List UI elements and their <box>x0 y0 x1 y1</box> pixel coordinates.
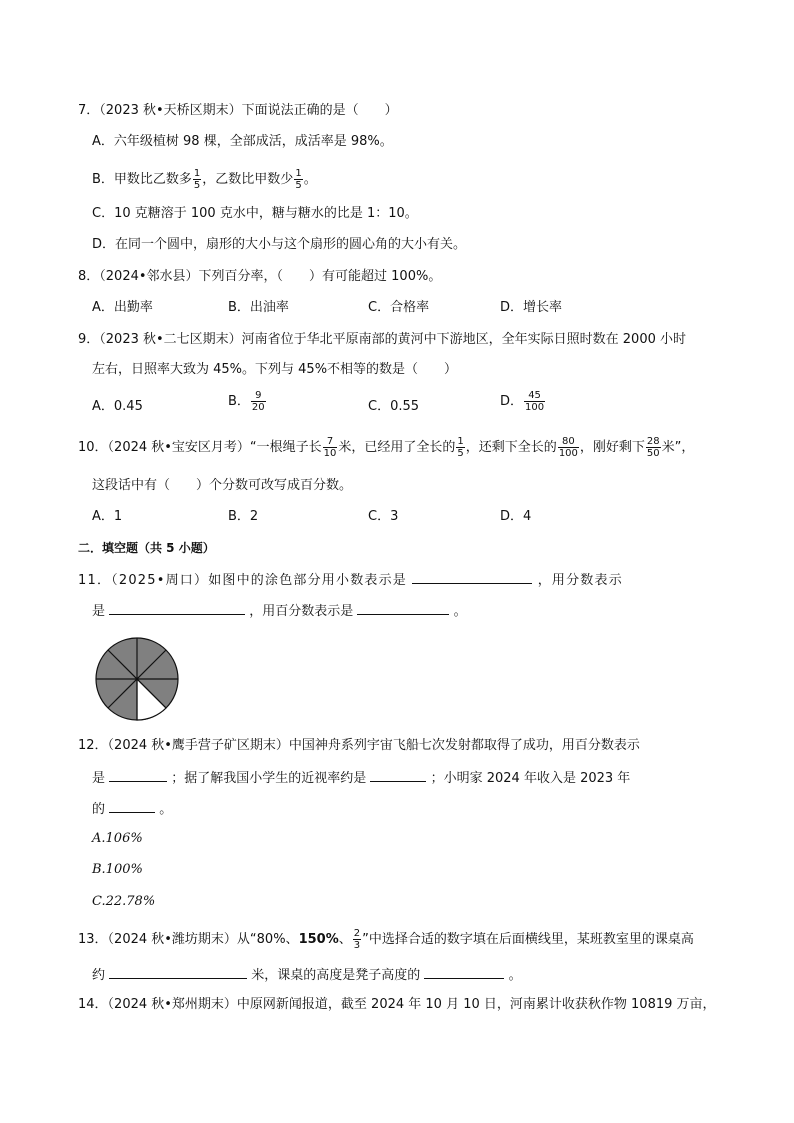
q13-line2: 约 米，课桌的高度是凳子高度的 。 <box>92 964 522 986</box>
q8-option-d: D．增长率 <box>500 300 563 315</box>
fraction: $\frac{1}{5}$ <box>457 436 464 459</box>
fraction: $\frac{45}{100}$ <box>525 390 545 413</box>
section-header: 二．填空题（共 5 小题） <box>78 541 215 555</box>
q12-line2: 是 ；据了解我国小学生的近视率约是 ；小明家 2024 年收入是 2023 年 <box>92 767 630 789</box>
q10-stem-line1: 10．（2024 秋•宝安区月考）“一根绳子长 $\frac{7}{10}$ 米，已经用了全长的 $\frac{1}{5}$ ，还剩下全长的 $\frac{80}{100}$ ，刚好剩下 $\frac{28}{50}$ 米”， <box>78 436 695 459</box>
q7-option-d: D．在同一个圆中，扇形的大小与这个扇形的圆心角的大小有关。 <box>92 237 467 252</box>
answer-blank <box>412 569 532 584</box>
answer-blank <box>109 964 247 979</box>
q11-line1: 11．（2025•周口）如图中的涂色部分用小数表示是 ，用分数表示 <box>78 569 623 591</box>
q7-option-c: C．10 克糖溶于 100 克水中，糖与糖水的比是 1：10。 <box>92 206 418 221</box>
fraction: $\frac{1}{5}$ <box>295 168 302 191</box>
q13-line1: 13．（2024 秋•潍坊期末）从“80%、150%、 $\frac{2}{3}$ ”中选择合适的数字填在后面横线里，某班教室里的课桌高 <box>78 928 694 951</box>
q10-option-d: D．4 <box>500 509 532 524</box>
q12-line3: 的 。 <box>92 798 172 820</box>
answer-blank <box>109 767 167 782</box>
q7-stem: 7．（2023 秋•天桥区期末）下面说法正确的是（ ） <box>78 103 398 118</box>
q14-line1: 14．（2024 秋•郑州期末）中原网新闻报道，截至 2024 年 10 月 10 日，河南累计收获秋作物 10819 万亩， <box>78 997 716 1012</box>
fraction: $\frac{2}{3}$ <box>353 928 361 951</box>
q9-option-a: A．0.45 <box>92 399 143 414</box>
answer-blank <box>357 600 449 615</box>
q12-option-b: B.100% <box>92 862 143 877</box>
q10-option-a: A．1 <box>92 509 123 524</box>
fraction: $\frac{28}{50}$ <box>646 436 660 459</box>
q12-option-c: C.22.78% <box>92 894 156 909</box>
q10-stem-line2: 这段话中有（ ）个分数可改写成百分数。 <box>92 478 353 493</box>
fraction: $\frac{1}{5}$ <box>193 168 201 191</box>
q9-option-c: C．0.55 <box>368 399 420 414</box>
q8-option-a: A．出勤率 <box>92 300 153 315</box>
q8-option-c: C．合格率 <box>368 300 430 315</box>
fraction: $\frac{80}{100}$ <box>558 436 578 459</box>
q12-option-a: A.106% <box>92 831 143 846</box>
q12-line1: 12．（2024 秋•鹰手营子矿区期末）中国神舟系列宇宙飞船七次发射都取得了成功，用百分数表示 <box>78 738 640 753</box>
q7-option-b: B．甲数比乙数多 $\frac{1}{5}$ ，乙数比甲数少 $\frac{1}{5}$ 。 <box>92 168 317 191</box>
q8-stem: 8．（2024•邻水县）下列百分率，（ ）有可能超过 100%。 <box>78 269 442 284</box>
q11-line2: 是 ，用百分数表示是 。 <box>92 600 467 622</box>
pie-figure <box>94 636 180 722</box>
fraction: $\frac{9}{20}$ <box>251 390 265 413</box>
answer-blank <box>109 600 245 615</box>
answer-blank <box>424 964 504 979</box>
q9-option-b: B． $\frac{9}{20}$ <box>228 390 265 413</box>
q10-option-c: C．3 <box>368 509 399 524</box>
q7-option-a: A．六年级植树 98 棵，全部成活，成活率是 98%。 <box>92 134 393 149</box>
q8-option-b: B．出油率 <box>228 300 289 315</box>
answer-blank <box>109 798 155 813</box>
q9-stem-line1: 9．（2023 秋•二七区期末）河南省位于华北平原南部的黄河中下游地区，全年实际日照时数在 2000 小时 <box>78 332 687 347</box>
answer-blank <box>370 767 426 782</box>
q9-option-d: D． $\frac{45}{100}$ <box>500 390 545 413</box>
q9-stem-line2: 左右，日照率大致为 45%。下列与 45%不相等的数是（ ） <box>92 362 458 377</box>
q10-option-b: B．2 <box>228 509 259 524</box>
fraction: $\frac{7}{10}$ <box>323 436 337 459</box>
